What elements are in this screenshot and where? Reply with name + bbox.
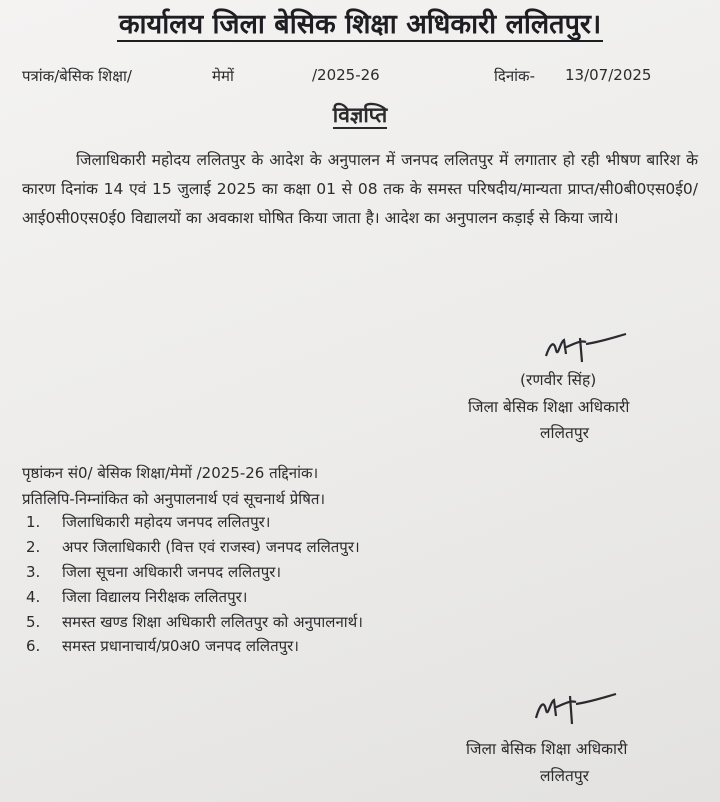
signature-2 bbox=[530, 688, 620, 728]
signatory-name: (रणवीर सिंह) bbox=[520, 371, 597, 389]
list-item: 1. जिलाधिकारी महोदय जनपद ललितपुर। bbox=[26, 513, 271, 531]
notice-heading: विज्ञप्ति bbox=[332, 103, 388, 127]
signatory-designation: जिला बेसिक शिक्षा अधिकारी bbox=[468, 398, 630, 416]
list-item: 2. अपर जिलाधिकारी (वित्त एवं राजस्व) जनपद ललितपुर। bbox=[26, 538, 360, 556]
list-item: 6. समस्त प्रधानाचार्य/प्र0अ0 जनपद ललितपुर। bbox=[26, 637, 299, 655]
list-item: 3. जिला सूचना अधिकारी जनपद ललितपुर। bbox=[26, 563, 282, 581]
letter-date-label: दिनांक- bbox=[494, 67, 535, 85]
letter-date: 13/07/2025 bbox=[565, 66, 652, 84]
endorsement-line: पृष्ठांकन सं0/ बेसिक शिक्षा/मेमों /2025-26 तद्दिनांक। bbox=[22, 464, 319, 482]
office-header: कार्यालय जिला बेसिक शिक्षा अधिकारी ललितपुर। bbox=[118, 9, 602, 40]
letter-ref: पत्रांक/बेसिक शिक्षा/ bbox=[22, 67, 132, 85]
signatory-place: ललितपुर bbox=[540, 424, 590, 442]
copy-intro: प्रतिलिपि-निम्नांकित को अनुपालनार्थ एवं सूचनार्थ प्रेषित। bbox=[22, 490, 326, 508]
notice-body: जिलाधिकारी महोदय ललितपुर के आदेश के अनुपालन में जनपद ललितपुर में लगातार हो रही भीषण बारिश के कारण दिनांक 14 एवं 15 जुलाई 2025 का कक्षा 01 से 08 तक के समस्त परिषदीय/मान्यता प्राप्त/सी0बी0एस0ई0/आई0सी0एस0ई0 विद्यालयों का अवकाश घोषित किया जाता है। आदेश का अनुपालन कड़ाई से किया जाये। bbox=[22, 151, 698, 227]
copy-reference bbox=[22, 460, 325, 512]
footer-designation: जिला बेसिक शिक्षा अधिकारी bbox=[466, 740, 628, 758]
letter-year: /2025-26 bbox=[312, 66, 380, 84]
list-item: 4. जिला विद्यालय निरीक्षक ललितपुर। bbox=[26, 588, 248, 606]
list-item: 5. समस्त खण्ड शिक्षा अधिकारी ललितपुर को अनुपालनार्थ। bbox=[26, 613, 363, 631]
footer-place: ललितपुर bbox=[540, 767, 590, 785]
letter-memo: मेमों bbox=[212, 67, 234, 85]
signature-1 bbox=[540, 330, 630, 366]
